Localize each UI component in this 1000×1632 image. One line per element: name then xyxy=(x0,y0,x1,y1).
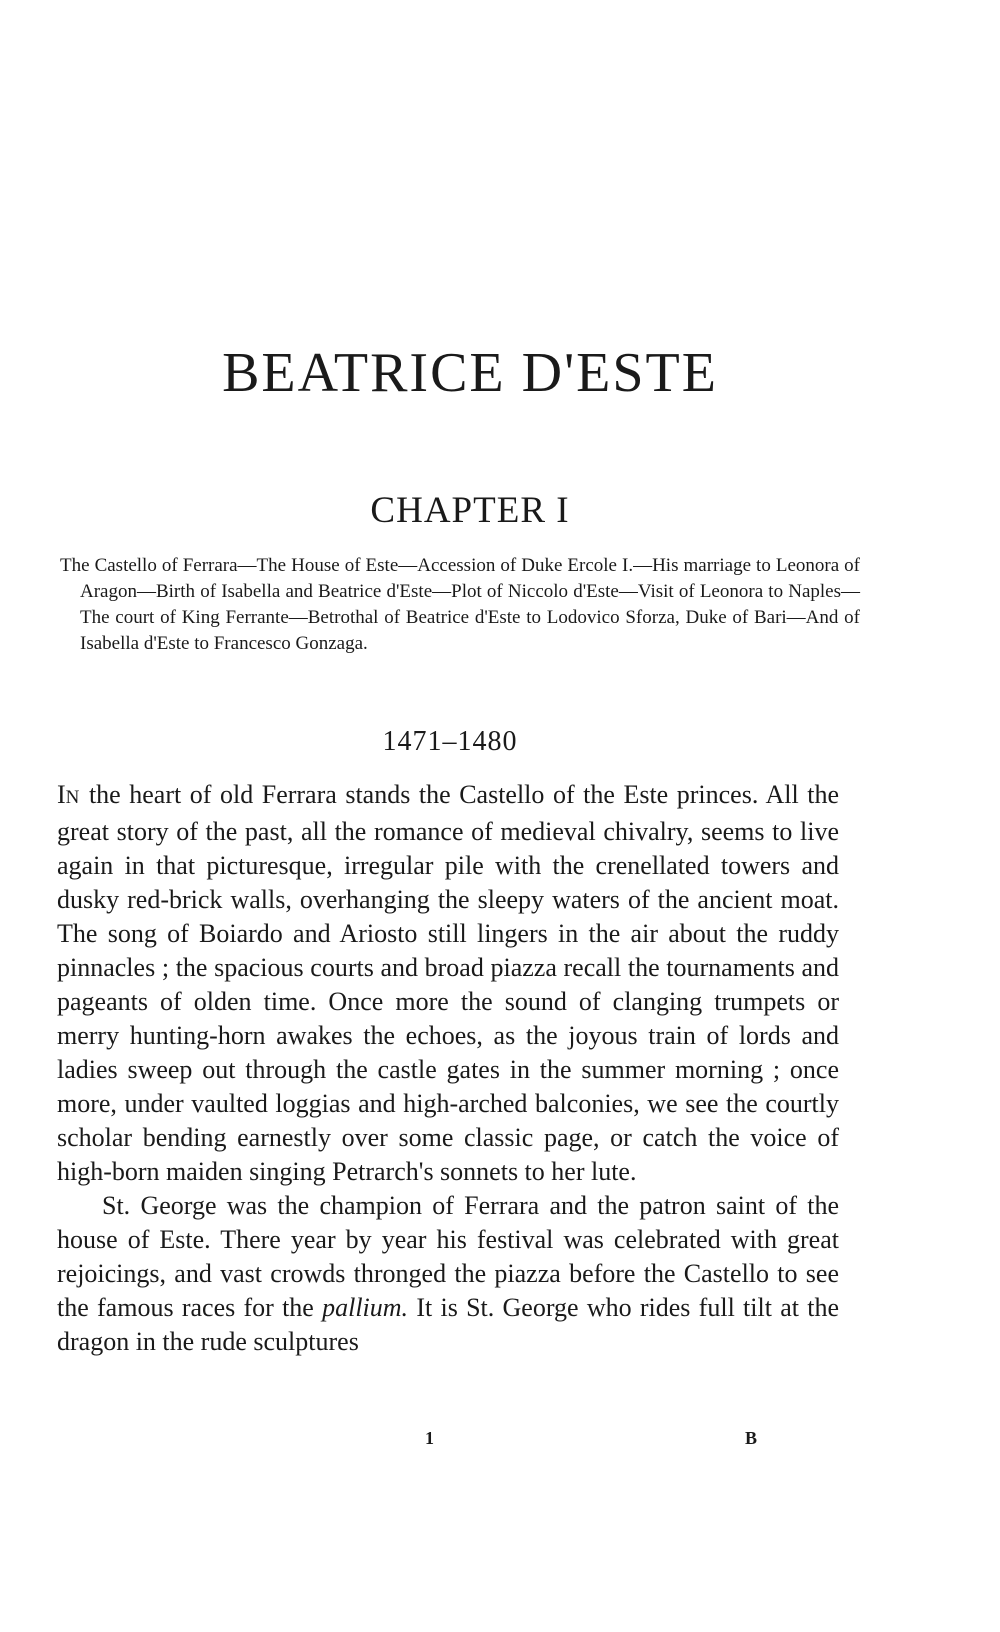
paragraph-2 xyxy=(57,1189,839,1359)
chapter-synopsis: The Castello of Ferrara—The House of Este—Accession of Duke Ercole I.—His marriage to Leonora of Aragon—Birth of Isabella and Beatrice d'Este—Plot of Niccolo d'Este—Visit of Leonora to Naples—The court of King Ferrante—Betrothal of Beatrice d'Este to Lodovico Sforza, Duke of Bari—And of Isabella d'Este to Francesco Gonzaga. xyxy=(60,555,860,654)
signature-mark: B xyxy=(745,1428,758,1448)
page-number: 1 xyxy=(425,1428,434,1448)
paragraph-2-text-after: It is St. George who rides full tilt at the dragon in the rude sculptures xyxy=(57,1293,840,1356)
paragraph-1 xyxy=(57,778,839,1189)
initial-smallcaps: N xyxy=(65,787,81,808)
paragraph-1-text: the heart of old Ferrara stands the Castello of the Este princes. All the great story of the past, all the romance of medieval chivalry, seems to live again in that picturesque, irregular pile with the crenellated towers and dusky red-brick walls, overhanging the sleepy waters of the ancient moat. The song of Boiardo and Ariosto still lingers in the air about the ruddy pinnacles ; the spacious courts and broad piazza recall the tournaments and pageants of olden time. Once more the sound of clanging trumpets or merry hunting-horn awakes the echoes, as the joyous train of lords and ladies sweep out through the castle gates in the summer morning ; once more, under vaulted loggias and high-arched balconies, we see the courtly scholar bending earnestly over some classic page, or catch the voice of high-born maiden singing Petrarch's sonnets to her lute. xyxy=(57,780,839,1186)
body-text xyxy=(57,778,839,1359)
paragraph-2-italic: pallium. xyxy=(322,1293,409,1322)
chapter-heading: CHAPTER I xyxy=(370,490,570,531)
book-title: BEATRICE D'ESTE xyxy=(222,342,718,404)
initial-letter: I xyxy=(57,780,66,809)
chapter-date-range: 1471–1480 xyxy=(382,726,518,757)
paragraph-2-text-before: St. George was the champion of Ferrara and the patron saint of the house of Este. There year by year his festival was celebrated with great rejoicings, and vast crowds thronged the piazza before the Castello to see the famous races for the xyxy=(57,1191,839,1322)
